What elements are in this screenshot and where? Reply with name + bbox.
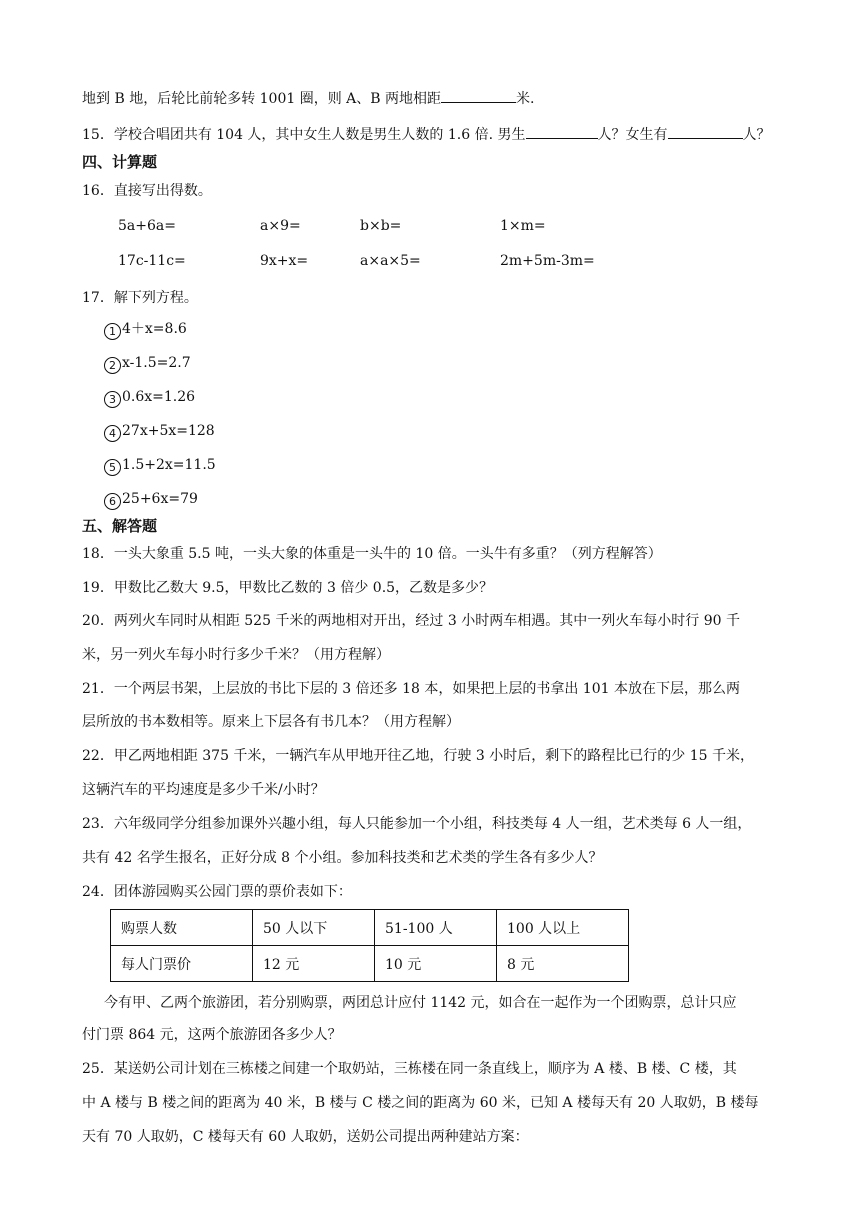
q18: 18．一头大象重 5.5 吨，一头大象的体重是一头牛的 10 倍。一头牛有多重？（列方程解答） [82,546,662,562]
equation-item [104,387,195,408]
expression: a×a×5= [360,253,421,269]
q17-title: 17．解下列方程。 [82,290,198,306]
q15-text-mid: 人？女生有 [597,127,668,143]
q22-line1: 22．甲乙两地相距 375 千米，一辆汽车从甲地开往乙地，行驶 3 小时后，剩下的路程比已行的少 15 千米， [82,748,754,764]
equation-item [104,353,191,374]
q24-title: 24．团体游园购买公园门票的票价表如下： [82,884,352,900]
q15-line [82,124,771,145]
q15-text-post: 人？ [742,127,771,143]
expression: b×b= [360,218,402,234]
q24-text-line1: 今有甲、乙两个旅游团，若分别购票，两团总计应付 1142 元，如合在一起作为一个团购票，总计只应 [104,995,737,1011]
circled-number: 1 [104,323,121,340]
q15-text-pre: 15．学校合唱团共有 104 人，其中女生人数是男生人数的 1.6 倍. 男生 [82,127,526,143]
table-cell: 每人门票价 [111,946,253,982]
q25-line2: 中 A 楼与 B 楼之间的距离为 40 米，B 楼与 C 楼之间的距离为 60 米，已知 A 楼每天有 20 人取奶，B 楼每 [82,1095,759,1111]
table-cell: 50 人以下 [253,910,375,946]
circled-number: 2 [104,357,121,374]
equation: 27x+5x=128 [122,423,215,439]
q19: 19．甲数比乙数大 9.5，甲数比乙数的 3 倍少 0.5，乙数是多少？ [82,580,494,596]
section-heading-calculation: 四、计算题 [82,153,158,171]
equation-item [104,319,187,340]
q14-unit: 米. [516,91,535,107]
table-cell: 12 元 [253,946,375,982]
ticket-price-table [110,909,629,982]
expression: 9x+x= [260,253,309,269]
q25-line3: 天有 70 人取奶，C 楼每天有 60 人取奶，送奶公司提出两种建站方案： [82,1129,529,1145]
answer-blank[interactable] [441,88,516,103]
expression: a×9= [260,218,301,234]
table-cell: 51-100 人 [375,910,497,946]
equation: 4＋x=8.6 [122,321,187,337]
equation-item [104,455,216,476]
table-cell: 10 元 [375,946,497,982]
q23-line1: 23．六年级同学分组参加课外兴趣小组，每人只能参加一个小组，科技类每 4 人一组，艺术类每 6 人一组， [82,816,752,832]
table-row [111,946,629,982]
q14-text: 地到 B 地，后轮比前轮多转 1001 圈，则 A、B 两地相距 [82,91,442,107]
q20-line2: 米，另一列火车每小时行多少千米？（用方程解） [82,647,390,663]
q14-line [82,88,534,109]
q21-line2: 层所放的书本数相等。原来上下层各有书几本？（用方程解） [82,714,460,730]
circled-number: 5 [104,459,121,476]
table-row [111,910,629,946]
expression: 5a+6a= [118,218,176,234]
q16-title: 16．直接写出得数。 [82,183,212,199]
q24-text-line2: 付门票 864 元，这两个旅游团各多少人？ [82,1027,342,1043]
section-heading-word-problems: 五、解答题 [82,517,158,535]
q25-line1: 25．某送奶公司计划在三栋楼之间建一个取奶站，三栋楼在同一条直线上，顺序为 A 楼、B 楼、C 楼，其 [82,1061,737,1077]
q20-line1: 20．两列火车同时从相距 525 千米的两地相对开出，经过 3 小时两车相遇。其中一列火车每小时行 90 千 [82,613,740,629]
equation: x-1.5=2.7 [122,355,191,371]
answer-blank-girls[interactable] [668,124,743,139]
equation-item [104,489,198,510]
expression: 2m+5m-3m= [500,253,595,269]
equation: 1.5+2x=11.5 [122,457,216,473]
q22-line2: 这辆汽车的平均速度是多少千米/小时？ [82,782,325,798]
q21-line1: 21．一个两层书架，上层放的书比下层的 3 倍还多 18 本，如果把上层的书拿出 101 本放在下层，那么两 [82,681,740,697]
equation: 0.6x=1.26 [122,389,196,405]
answer-blank-boys[interactable] [526,124,598,139]
equation: 25+6x=79 [122,491,198,507]
table-cell: 购票人数 [111,910,253,946]
circled-number: 4 [104,425,121,442]
expression: 1×m= [500,218,546,234]
circled-number: 3 [104,391,121,408]
q23-line2: 共有 42 名学生报名，正好分成 8 个小组。参加科技类和艺术类的学生各有多少人？ [82,850,603,866]
equation-item [104,421,215,442]
circled-number: 6 [104,493,121,510]
expression: 17c-11c= [118,253,186,269]
table-cell: 8 元 [497,946,629,982]
table-cell: 100 人以上 [497,910,629,946]
